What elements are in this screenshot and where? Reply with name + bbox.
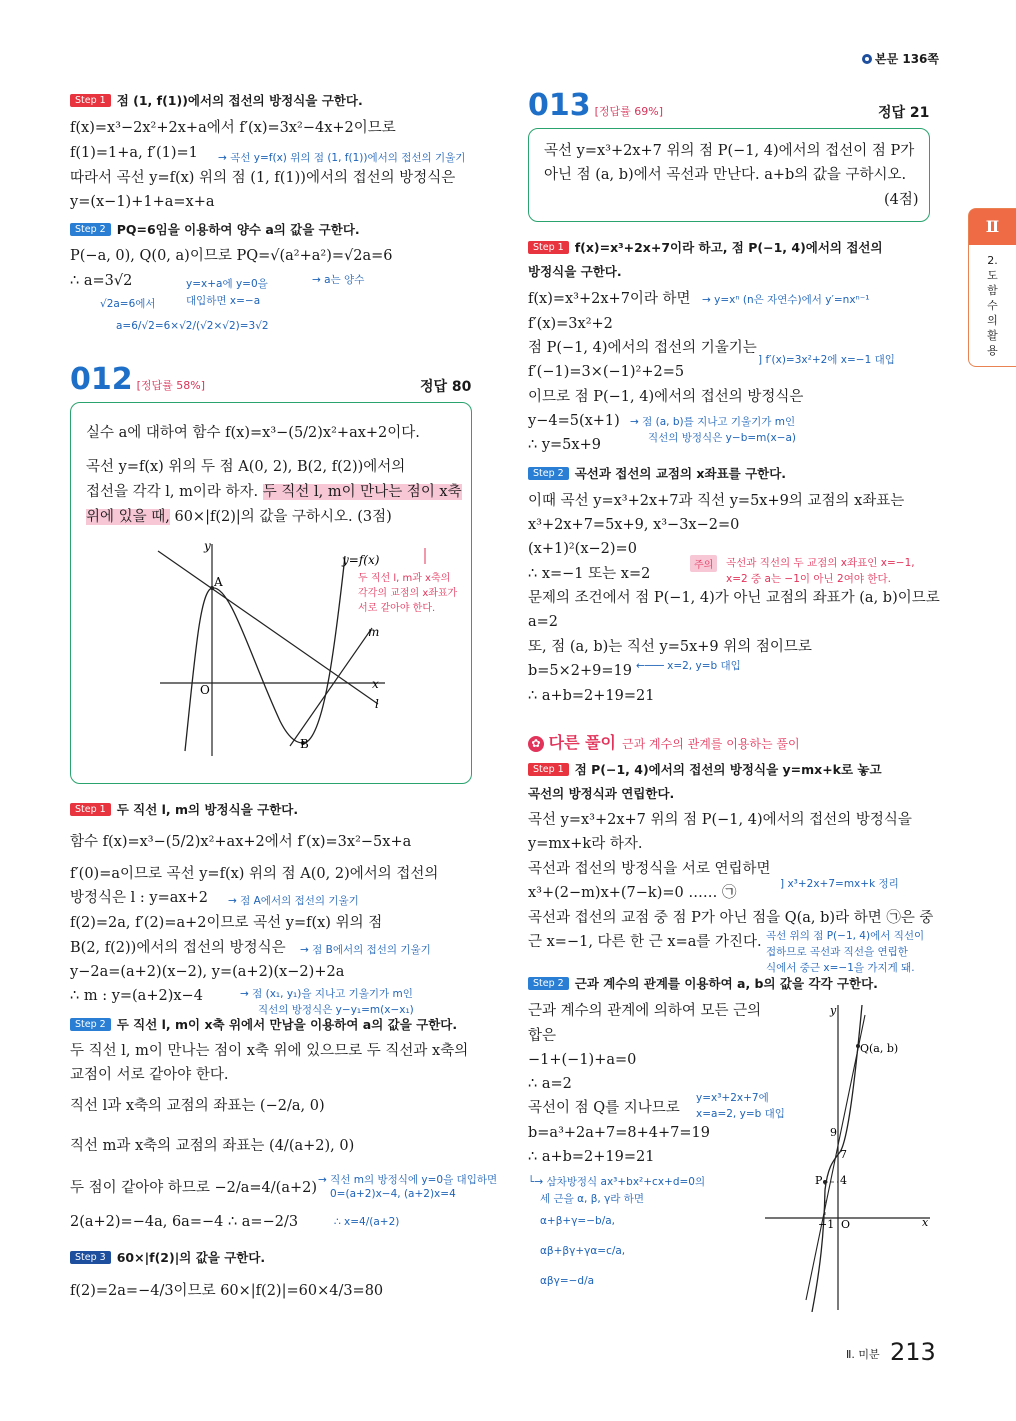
problem-013-header (528, 88, 663, 123)
alt-t6-note1: 곡선 위의 점 P(−1, 4)에서 직선이 (766, 930, 925, 942)
label-m: m (368, 625, 380, 639)
label-origin: O (200, 683, 210, 697)
sol012-s12-note2: 0=(a+2)x−4, (a+2)x=4 (330, 1188, 456, 1200)
left-line-6: ∴ a=3√2 (70, 273, 133, 289)
sol012-s7-note2: 직선의 방정식은 y−y₁=m(x−x₁) (258, 1004, 414, 1016)
left-line-6-note3: √2a=6에서 (100, 298, 156, 310)
left-line-2: f(1)=1+a, f′(1)=1 (70, 145, 198, 161)
sol013-r6-note2: 직선의 방정식은 y−b=m(x−a) (648, 432, 797, 444)
alt-t8: 합은 (528, 1028, 557, 1044)
label-b: B (300, 737, 309, 751)
sol013-r6: y−4=5(x+1) (528, 413, 620, 429)
sol012-s7-note1: → 점 (x₁, y₁)을 지나고 기울기가 m인 (240, 988, 413, 1000)
sol012-s8: 두 직선 l, m이 만나는 점이 x축 위에 있으므로 두 직선과 x축의 (70, 1043, 469, 1059)
alt-t14-note2: 세 근을 α, β, γ라 하면 (540, 1193, 645, 1205)
graph-line-m (290, 628, 372, 746)
p013-q1: 곡선 y=x³+2x+7 위의 점 P(−1, 4)에서의 접선이 점 P가 (544, 143, 915, 159)
sol013-r1: f(x)=x³+2x+7이라 하면 (528, 291, 691, 307)
sol012-step2-title: Step 2 두 직선 l, m이 x축 위에서 만남을 이용하여 a의 값을 구한다. (70, 1017, 457, 1034)
p012-q1: 실수 a에 대하여 함수 f(x)=x³−(5/2)x²+ax+2이다. (86, 425, 420, 441)
chapter-roman: Ⅱ (969, 209, 1016, 245)
sol013-r11: ∴ x=−1 또는 x=2 (528, 566, 651, 582)
alt-t11-note1: y=x³+2x+7에 (696, 1092, 769, 1104)
left-step2-title: Step 2 PQ=6임을 이용하여 양수 a의 값을 구한다. (70, 222, 360, 239)
chapter-name: 2. 도함수의 활용 (987, 254, 998, 357)
sol013-r13: a=2 (528, 614, 559, 630)
label-7: 7 (840, 1148, 847, 1161)
left-line-6-note2: 대입하면 x=−a (186, 295, 261, 307)
left-line-5: P(−a, 0), Q(0, a)이므로 PQ=√(a²+a²)=√2a=6 (70, 248, 393, 264)
alt-t4: x³+(2−m)x+(7−k)=0 …… ㉠ (528, 885, 737, 901)
sol012-s9: 교점이 서로 같아야 한다. (70, 1067, 229, 1083)
alt-t7: 근과 계수의 관계에 의하여 모든 근의 (528, 1003, 762, 1019)
sol012-s7: ∴ m : y=(a+2)x−4 (70, 988, 203, 1004)
p012-q2: 곡선 y=f(x) 위의 두 점 A(0, 2), B(2, f(2))에서의 (86, 459, 406, 475)
sol013-r14: 또, 점 (a, b)는 직선 y=5x+9 위의 점이므로 (528, 639, 812, 655)
alt-step1-title2: 곡선의 방정식과 연립한다. (528, 786, 675, 801)
problem-013-graph (760, 1000, 940, 1312)
sol013-r12: 문제의 조건에서 점 P(−1, 4)가 아닌 교점의 좌표가 (a, b)이므로 (528, 590, 940, 606)
label-x: x (922, 1216, 929, 1229)
problem-012-rate: [정답률 58%] (136, 379, 206, 392)
alt-step2-title: Step 2 근과 계수의 관계를 이용하여 a, b의 값을 각각 구한다. (528, 976, 878, 993)
alt-t13: ∴ a+b=2+19=21 (528, 1149, 655, 1165)
sol012-s10: 직선 l과 x축의 교점의 좌표는 (−2/a, 0) (70, 1098, 325, 1114)
left-line-2-note: → 곡선 y=f(x) 위의 점 (1, f(1))에서의 접선의 기울기 (218, 152, 466, 164)
graph-note-1: 두 직선 l, m과 x축의 (358, 573, 451, 584)
graph-curve (812, 1005, 862, 1312)
graph-tangent (806, 1015, 865, 1300)
sol013-r15: b=5×2+9=19 (528, 663, 633, 679)
graph-note-2: 각각의 교점의 x좌표가 (358, 588, 458, 599)
problem-013-rate: [정답률 69%] (594, 105, 664, 118)
sol012-s1: 함수 f(x)=x³−(5/2)x²+ax+2에서 f′(x)=3x²−5x+a (70, 834, 412, 850)
alt-t3: 곡선과 접선의 방정식을 서로 연립하면 (528, 861, 771, 877)
sol012-s13: 2(a+2)=−4a, 6a=−4 ∴ a=−2/3 (70, 1214, 299, 1230)
p012-q3: 접선을 각각 l, m이라 하자. 두 직선 l, m이 만나는 점이 x축 (86, 484, 462, 500)
alt-t6-note3: 식에서 중근 x=−1을 가지게 돼. (766, 962, 915, 974)
sol013-r8: 이때 곡선 y=x³+2x+7과 직선 y=5x+9의 교점의 x좌표는 (528, 493, 905, 509)
label-a: A (214, 575, 223, 589)
alt-t10: ∴ a=2 (528, 1076, 572, 1092)
sol013-r16: ∴ a+b=2+19=21 (528, 688, 655, 704)
sol013-r3-note: ] f′(x)=3x²+2에 x=−1 대입 (758, 354, 895, 366)
point-p (823, 1180, 827, 1184)
sol012-s5-note: → 점 B에서의 접선의 기울기 (300, 944, 431, 956)
alt-t5: 곡선과 접선의 교점 중 점 P가 아닌 점을 Q(a, b)라 하면 ㉠은 중 (528, 910, 934, 926)
left-line-5-note: → a는 양수 (312, 274, 365, 286)
label-l: l (375, 697, 379, 711)
problem-012-graph (140, 536, 470, 766)
p013-q2: 아닌 점 (a, b)에서 곡선과 만난다. a+b의 값을 구하시오. (544, 167, 907, 183)
alt-t2: y=mx+k라 하자. (528, 836, 643, 852)
sol013-r15-note: ←─── x=2, y=b 대입 (636, 660, 741, 672)
label-y: y (830, 1004, 837, 1017)
label-4: 4 (840, 1174, 847, 1187)
sol012-s2: f′(0)=a이므로 곡선 y=f(x) 위의 점 A(0, 2)에서의 접선의 (70, 866, 439, 882)
label-p: P (815, 1174, 823, 1187)
alt-t14-note5: αβγ=−d/a (540, 1275, 595, 1287)
left-line-3: 따라서 곡선 y=f(x) 위의 점 (1, f(1))에서의 접선의 방정식은 (70, 170, 456, 186)
alt-star-icon: ✿ (528, 736, 544, 752)
sol013-r11-note1: 곡선과 직선의 두 교점의 x좌표인 x=−1, (726, 557, 915, 569)
sol013-r6-note1: → 점 (a, b)를 지나고 기울기가 m인 (630, 416, 796, 428)
sol013-step1-title: Step 1 f(x)=x³+2x+7이라 하고, 점 P(−1, 4)에서의 접선의 (528, 240, 883, 257)
alt-t12: b=a³+2a+7=8+4+7=19 (528, 1125, 711, 1141)
alt-t14-note3: α+β+γ=−b/a, (540, 1215, 616, 1227)
chapter-tab (968, 208, 1016, 367)
left-line-4: y=(x−1)+1+a=x+a (70, 194, 215, 210)
label-y: y (204, 539, 211, 553)
label-q: Q(a, b) (860, 1042, 899, 1055)
sol012-s12: 두 점이 같아야 하므로 −2/a=4/(a+2) (70, 1180, 317, 1196)
label-x: x (372, 677, 379, 691)
sol012-s14: f(2)=2a=−4/3이므로 60×|f(2)|=60×4/3=80 (70, 1283, 384, 1299)
sol012-step1-title: Step 1 두 직선 l, m의 방정식을 구한다. (70, 802, 298, 819)
sol012-step3-title: Step 3 60×|f(2)|의 값을 구한다. (70, 1250, 265, 1267)
sol013-r4: f′(−1)=3×(−1)²+2=5 (528, 364, 685, 380)
graph-note-3: 서로 같아야 한다. (358, 603, 436, 614)
alt-t9: −1+(−1)+a=0 (528, 1052, 637, 1068)
sol013-r11-note2: x=2 중 a는 −1이 아닌 2여야 한다. (726, 573, 891, 585)
sol013-r5: 이므로 점 P(−1, 4)에서의 접선의 방정식은 (528, 389, 804, 405)
left-line-6-note1: y=x+a에 y=0을 (186, 278, 268, 290)
problem-012-answer: 정답 80 (420, 379, 472, 395)
sol012-s3: 방정식은 l : y=ax+2 (70, 890, 208, 906)
sol013-step1-title2: 방정식을 구한다. (528, 264, 622, 279)
left-line-1: f(x)=x³−2x²+2x+a에서 f′(x)=3x²−4x+2이므로 (70, 120, 396, 136)
sol012-s5: B(2, f(2))에서의 접선의 방정식은 (70, 940, 286, 956)
sol013-r10: (x+1)²(x−2)=0 (528, 541, 637, 557)
problem-012-number: 012 (70, 362, 133, 397)
label-minus1: −1 (818, 1218, 835, 1231)
alt-t6: 근 x=−1, 다른 한 근 x=a를 가진다. (528, 934, 762, 950)
circle-bullet-icon (862, 54, 872, 64)
sol012-s12-note1: → 직선 m의 방정식에 y=0을 대입하면 (318, 1174, 498, 1186)
alt-t4-note: ] x³+2x+7=mx+k 정리 (780, 878, 899, 890)
sol012-s6: y−2a=(a+2)(x−2), y=(a+2)(x−2)+2a (70, 964, 345, 980)
problem-013-answer: 정답 21 (878, 105, 930, 121)
p013-q3: (4점) (884, 192, 919, 208)
sol013-r3: 점 P(−1, 4)에서의 접선의 기울기는 (528, 340, 757, 356)
page-number: 213 (890, 1338, 936, 1366)
alt-t11-note2: x=a=2, y=b 대입 (696, 1108, 785, 1120)
alt-t6-note2: 접하므로 곡선과 직선을 연립한 (766, 946, 908, 958)
alt-t14-note1: └→ 삼차방정식 ax³+bx²+cx+d=0의 (528, 1176, 706, 1188)
problem-013-number: 013 (528, 88, 591, 123)
sol012-s3-note: → 점 A에서의 접선의 기울기 (228, 895, 359, 907)
label-9: 9 (830, 1126, 837, 1139)
graph-line-l (158, 551, 378, 704)
sol012-s13-note: ∴ x=4/(a+2) (334, 1216, 400, 1228)
sol013-r7: ∴ y=5x+9 (528, 437, 601, 453)
sol013-step2-title: Step 2 곡선과 접선의 교점의 x좌표를 구한다. (528, 466, 786, 483)
alt-title: ✿ 다른 풀이 근과 계수의 관계를 이용하는 풀이 (528, 730, 800, 753)
left-line-6-note4: a=6/√2=6×√2/(√2×√2)=3√2 (116, 320, 269, 332)
left-step1-title: Step 1 점 (1, f(1))에서의 접선의 방정식을 구한다. (70, 93, 363, 110)
label-origin: O (841, 1218, 851, 1231)
sol012-s4: f(2)=2a, f′(2)=a+2이므로 곡선 y=f(x) 위의 점 (70, 915, 383, 931)
alt-step1-title: Step 1 점 P(−1, 4)에서의 접선의 방정식을 y=mx+k로 놓고 (528, 762, 882, 779)
alt-t11: 곡선이 점 Q를 지나므로 (528, 1100, 680, 1116)
sol013-r2: f′(x)=3x²+2 (528, 316, 613, 332)
graph-curve-fx (185, 556, 345, 751)
page-ref: 본문 136쪽 (862, 50, 939, 67)
problem-012-header (70, 362, 205, 397)
label-fx: y=f(x) (342, 553, 380, 567)
sol013-r9: x³+2x+7=5x+9, x³−3x−2=0 (528, 517, 740, 533)
footer-section: Ⅱ. 미분 (846, 1348, 880, 1361)
alt-t14-note4: αβ+βγ+γα=c/a, (540, 1245, 626, 1257)
sol013-r11-tag: 주의 (690, 555, 717, 572)
sol013-r1-note: → y=xⁿ (n은 자연수)에서 y′=nxⁿ⁻¹ (702, 294, 870, 306)
sol012-s11: 직선 m과 x축의 교점의 좌표는 (4/(a+2), 0) (70, 1138, 355, 1154)
p012-q4: 위에 있을 때, 60×|f(2)|의 값을 구하시오. (3점) (86, 509, 392, 525)
alt-t1: 곡선 y=x³+2x+7 위의 점 P(−1, 4)에서의 접선의 방정식을 (528, 812, 912, 828)
